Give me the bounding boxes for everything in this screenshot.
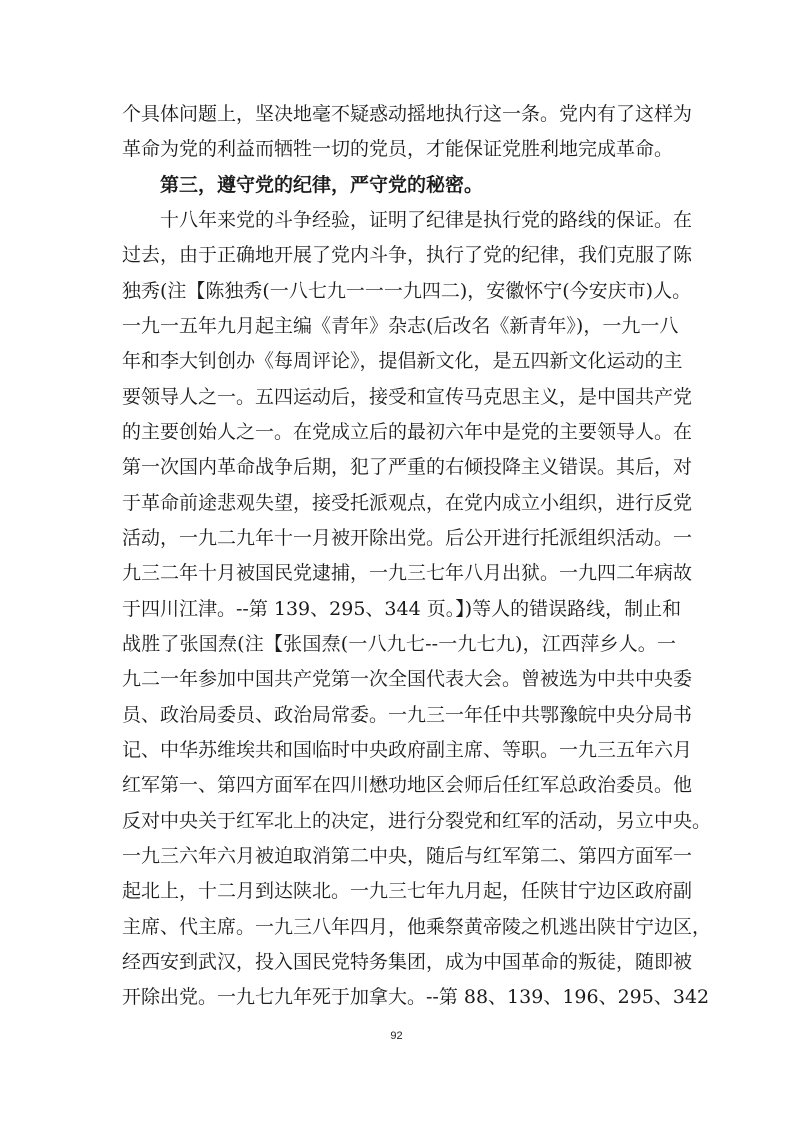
- text-line: 要领导人之一。五四运动后，接受和宣传马克思主义，是中国共产党: [122, 386, 693, 408]
- text-line: 经西安到武汉，投入国民党特务集团，成为中国革命的叛徒，随即被: [122, 951, 693, 973]
- text-line: 反对中央关于红军北上的决定，进行分裂党和红军的活动，另立中央。: [122, 810, 712, 832]
- text-line: 活动，一九二九年十一月被开除出党。后公开进行托派组织活动。一: [122, 527, 693, 549]
- section-heading: 第三，遵守党的纪律，严守党的秘密。: [160, 174, 484, 196]
- text-line: 九三二年十月被国民党逮捕，一九三七年八月出狱。一九四二年病故: [122, 562, 693, 584]
- text-line: 一九三六年六月被迫取消第二中央，随后与红军第二、第四方面军一: [122, 845, 693, 867]
- text-line: 十八年来党的斗争经验，证明了纪律是执行党的路线的保证。在: [160, 209, 693, 231]
- text-line: 记、中华苏维埃共和国临时中央政府副主席、等职。一九三五年六月: [122, 739, 693, 761]
- text-line: 个具体问题上，坚决地毫不疑惑动摇地执行这一条。党内有了这样为: [122, 103, 693, 125]
- page-number: 92: [390, 1030, 403, 1042]
- text-line: 主席、代主席。一九三八年四月，他乘祭黄帝陵之机逃出陕甘宁边区，: [122, 916, 712, 938]
- text-line: 独秀(注【陈独秀(一八七九一一一九四二)，安徽怀宁(今安庆市)人。: [122, 280, 692, 302]
- text-line: 的主要创始人之一。在党成立后的最初六年中是党的主要领导人。在: [122, 421, 693, 443]
- text-line: 战胜了张国焘(注【张国焘(一八九七--一九七九)，江西萍乡人。一: [122, 633, 676, 655]
- text-line: 一九一五年九月起主编《青年》杂志(后改名《新青年》)，一九一八: [122, 315, 679, 337]
- text-line: 革命为党的利益而牺牲一切的党员，才能保证党胜利地完成革命。: [122, 138, 674, 160]
- text-line: 员、政治局委员、政治局常委。一九三一年任中共鄂豫皖中央分局书: [122, 704, 693, 726]
- text-line: 过去，由于正确地开展了党内斗争，执行了党的纪律，我们克服了陈: [122, 244, 693, 266]
- text-line: 起北上，十二月到达陕北。一九三七年九月起，任陕甘宁边区政府副: [122, 880, 693, 902]
- text-line: 红军第一、第四方面军在四川懋功地区会师后任红军总政治委员。他: [122, 774, 693, 796]
- text-line: 于革命前途悲观失望，接受托派观点，在党内成立小组织，进行反党: [122, 492, 693, 514]
- text-line: 第一次国内革命战争后期，犯了严重的右倾投降主义错误。其后，对: [122, 456, 693, 478]
- text-line: 于四川江津。--第 139、295、344 页。】)等人的错误路线，制止和: [122, 598, 682, 620]
- text-line: 九二一年参加中国共产党第一次全国代表大会。曾被选为中共中央委: [122, 668, 693, 690]
- text-line: 开除出党。一九七九年死于加拿大。--第 88、139、196、295、342: [122, 986, 710, 1008]
- text-line: 年和李大钊创办《每周评论》，提倡新文化，是五四新文化运动的主: [122, 350, 683, 372]
